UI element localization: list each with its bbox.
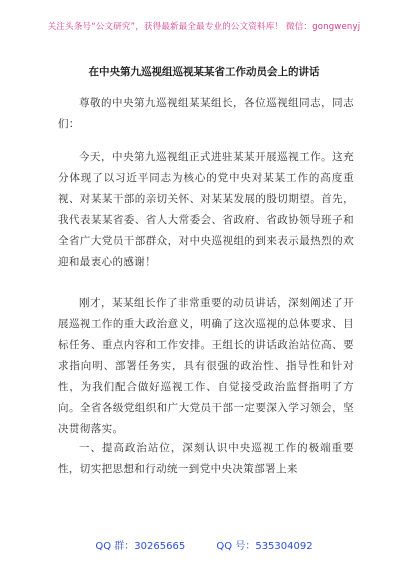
paragraph: 今天，中央第九巡视组正式进驻某某开展巡视工作。这充分体现了以习近平同志为核心的党中央对某某工作的高度重视、对某某干部的亲切关怀、对某某发展的殷切期望。首先，我代表某某省委、省人大常委会、省政府、省政协领导班子和全省广大党员干部群众，对中央巡视组的到来表示最热烈的欢迎和最衷心的感谢！	[58, 151, 354, 268]
footer	[0, 537, 408, 552]
qq-group-number: QQ 群：30265665	[95, 541, 186, 552]
qq-number: QQ 号：535304092	[216, 541, 313, 552]
greeting: 尊敬的中央第九巡视组某某组长，各位巡视组同志，同志们：	[58, 97, 354, 130]
section-heading-paragraph: 一、提高政治站位，深刻认识中央巡视工作的极端重要性，切实把思想和行动统一到党中央决策部署上来	[58, 442, 354, 475]
paragraph: 刚才，某某组长作了非常重要的动员讲话，深刻阐述了开展巡视工作的重大政治意义，明确了这次巡视的总体要求、目标任务、重点内容和工作安排。王组长的讲话政治站位高、要求指向明、部署任务实，具有很强的政治性、指导性和针对性，为我们配合做好巡视工作、自觉接受政治监督指明了方向。全省各级党组织和广大党员干部一定要深入学习领会，坚决贯彻落实。	[58, 297, 354, 435]
page-title: 在中央第九巡视组巡视某某省工作动员会上的讲话	[88, 66, 320, 78]
header-banner: 关注头条号“公文研究”，获得最新最全最专业的公文资料库！ 微信：gongwenyj	[47, 22, 361, 32]
